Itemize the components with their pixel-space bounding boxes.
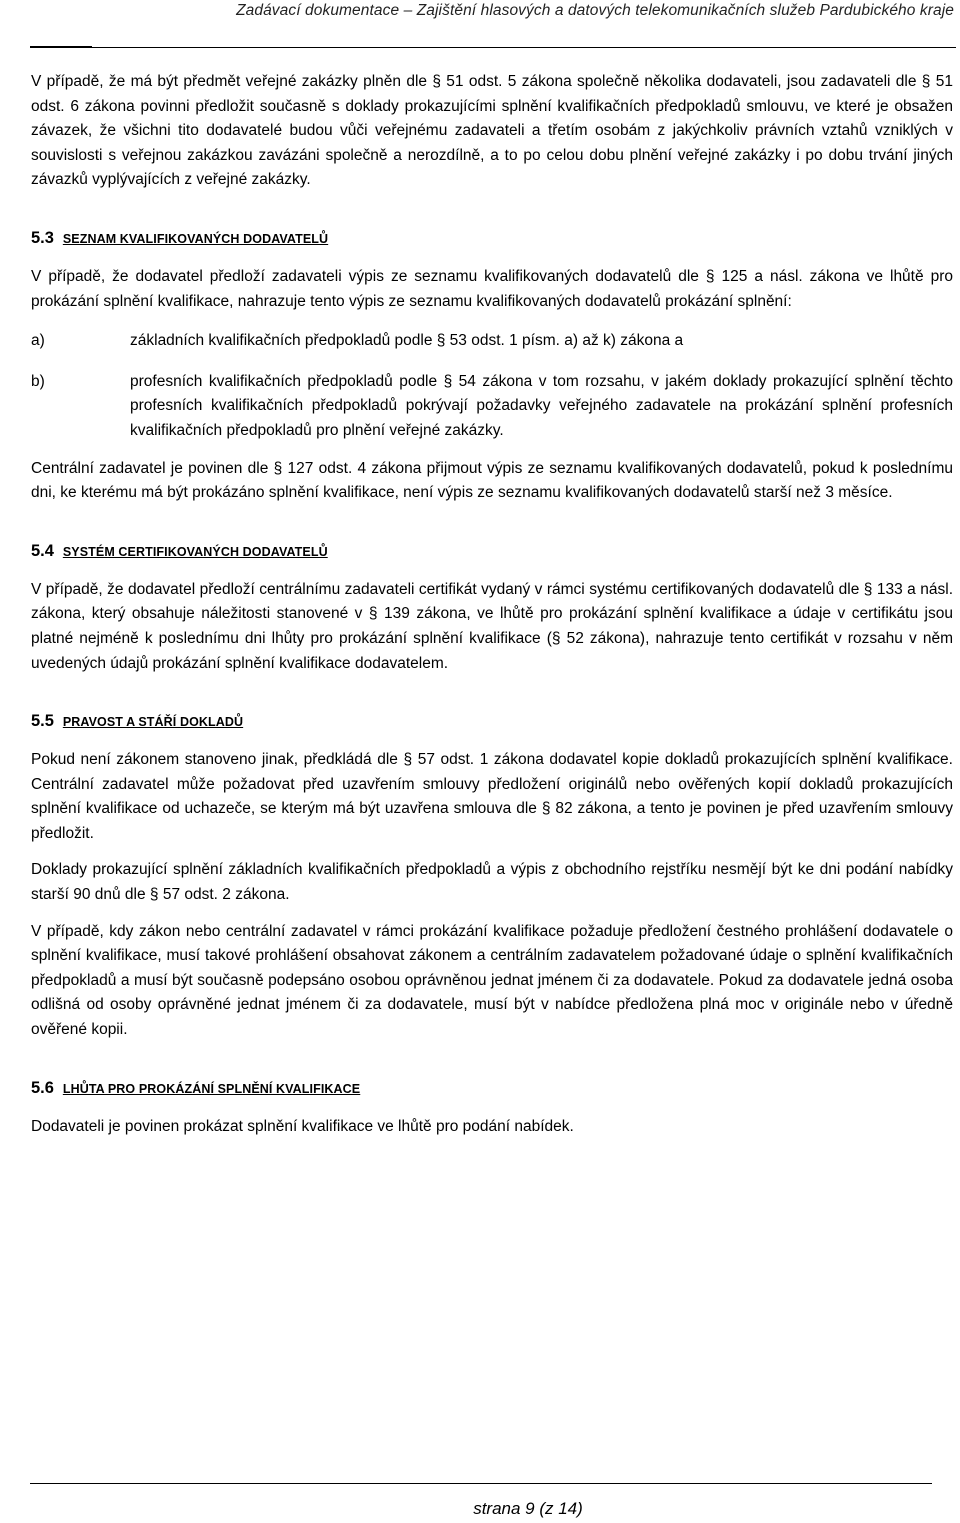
paragraph: Dodavateli je povinen prokázat splnění kvalifikace ve lhůtě pro podání nabídek. bbox=[31, 1117, 574, 1135]
page-number-label: strana 9 (z 14) bbox=[473, 1499, 583, 1518]
header-rule bbox=[30, 47, 956, 48]
section-title: PRAVOST A STÁŘÍ DOKLADŮ bbox=[62, 715, 244, 730]
section-title: SEZNAM KVALIFIKOVANÝCH DODAVATELŮ bbox=[62, 231, 329, 246]
footer-rule bbox=[30, 1483, 932, 1484]
section-heading-5-5 bbox=[31, 709, 953, 734]
list-item-b bbox=[31, 370, 953, 444]
list-text: profesních kvalifikačních předpokladů podle § 54 zákona v tom rozsahu, v jakém doklady prokazující splnění těchto profesních kvalifikačních předpokladů pokrývají požadavky veřejného zadavatele na prokázání splnění profesních kvalifikačních předpokladů pro plnění veřejné zakázky. bbox=[130, 372, 953, 439]
section-number: 5.6 bbox=[31, 1078, 54, 1097]
list-text: základních kvalifikačních předpokladů podle § 53 odst. 1 písm. a) až k) zákona a bbox=[130, 332, 684, 350]
paragraph: Doklady prokazující splnění základních kvalifikačních předpokladů a výpis z obchodního rejstříku nesmějí být ke dni podání nabídky starší 90 dnů dle § 57 odst. 2 zákona. bbox=[31, 861, 953, 904]
document-body bbox=[31, 70, 953, 1139]
paragraph: V případě, že dodavatel předloží zadavateli výpis ze seznamu kvalifikovaných dodavatelů dle § 125 a násl. zákona ve lhůtě pro prokázání splnění kvalifikace, nahrazuje tento výpis ze seznamu kvalifikovaných dodavatelů prokázání splnění: bbox=[31, 267, 953, 310]
section-heading-5-4 bbox=[31, 539, 953, 564]
paragraph: V případě, že dodavatel předloží centrálnímu zadavateli certifikát vydaný v rámci systému certifikovaných dodavatelů dle § 133 a násl. zákona, který obsahuje náležitosti stanovené v § 139 zákona, ve lhůtě pro prokázání splnění kvalifikace a údaje v certifikátu jsou platné nejméně k poslednímu dni lhůty pro prokázání splnění kvalifikace (§ 52 zákona), nahrazuje tento certifikát v rozsahu v něm uvedených údajů prokázání splnění kvalifikace dodavatelem. bbox=[31, 580, 953, 672]
section-number: 5.3 bbox=[31, 228, 54, 247]
section-heading-5-6 bbox=[31, 1076, 953, 1101]
section-heading-5-3 bbox=[31, 226, 953, 251]
section-number: 5.4 bbox=[31, 541, 54, 560]
list-item-a bbox=[31, 329, 953, 354]
section-number: 5.5 bbox=[31, 712, 54, 731]
list-marker: b) bbox=[31, 372, 45, 390]
list-marker: a) bbox=[31, 332, 45, 350]
section-title: SYSTÉM CERTIFIKOVANÝCH DODAVATELŮ bbox=[62, 544, 328, 559]
paragraph: V případě, kdy zákon nebo centrální zadavatel v rámci prokázání kvalifikace požaduje předložení čestného prohlášení dodavatele o splnění kvalifikace, musí takové prohlášení obsahovat zákonem a centrálním zadavatelem požadované údaje o splnění kvalifikačních předpokladů a musí být současně podepsáno osobou oprávněnou jednat jménem či za dodavatele. Pokud za dodavatele jedná osoba odlišná od osoby oprávněné jednat jménem či za dodavatele, musí být v nabídce předložena plná moc v originále nebo v úředně ověřené kopii. bbox=[31, 922, 953, 1039]
section-title: LHŮTA PRO PROKÁZÁNÍ SPLNĚNÍ KVALIFIKACE bbox=[62, 1081, 361, 1096]
document-header-title: Zadávací dokumentace – Zajištění hlasových a datových telekomunikačních služeb Pardubického kraje bbox=[236, 2, 954, 19]
page-number bbox=[0, 1499, 960, 1519]
paragraph: Pokud není zákonem stanoveno jinak, předkládá dle § 57 odst. 1 zákona dodavatel kopie dokladů prokazujících splnění kvalifikace. Centrální zadavatel může požadovat před uzavřením smlouvy předložení originálů nebo ověřených kopií dokladů prokazujících splnění kvalifikace od uchazeče, se kterým má být uzavřena smlouva dle § 82 zákona, a tento je povinen je před uzavřením smlouvy předložit. bbox=[31, 751, 953, 842]
intro-paragraph: V případě, že má být předmět veřejné zakázky plněn dle § 51 odst. 5 zákona společně několika dodavateli, jsou zadavateli dle § 51 odst. 6 zákona povinni předložit současně s doklady prokazujícími splnění kvalifikačních předpokladů smlouvu, ve které je obsažen závazek, že všichni tito dodavatelé budou vůči veřejnému zadavateli a třetím osobám z jakýchkoliv právních vztahů vzniklých v souvislosti s veřejnou zakázkou zavázáni společně a nerozdílně, a to po celou dobu plnění veřejné zakázky i po dobu trvání jiných závazků vyplývajících z veřejné zakázky. bbox=[31, 73, 953, 189]
paragraph: Centrální zadavatel je povinen dle § 127 odst. 4 zákona přijmout výpis ze seznamu kvalifikovaných dodavatelů, pokud k poslednímu dni, ke kterému má být prokázáno splnění kvalifikace, není výpis ze seznamu kvalifikovaných dodavatelů starší než 3 měsíce. bbox=[31, 459, 953, 502]
